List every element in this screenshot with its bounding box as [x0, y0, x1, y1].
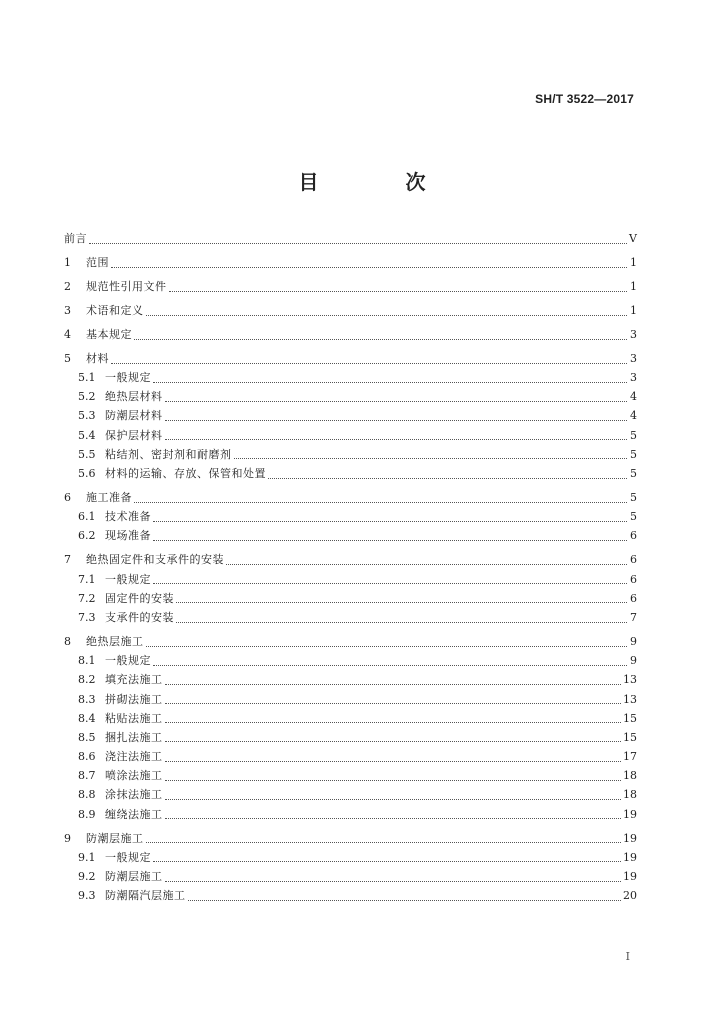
- toc-entry-page: 17: [623, 750, 637, 764]
- toc-entry-number: 8.8: [78, 788, 96, 802]
- toc-entry-page: 19: [623, 850, 637, 864]
- toc-leader-dots: [165, 438, 628, 440]
- toc-leader-dots: [165, 798, 622, 800]
- toc-entry[interactable]: [64, 387, 637, 406]
- toc-leader-dots: [134, 501, 627, 503]
- toc-entry[interactable]: [64, 728, 637, 747]
- toc-entry-label: 粘结剂、密封剂和耐磨剂: [105, 447, 232, 461]
- toc-entry-page: 6: [630, 553, 637, 567]
- toc-entry-number: 7: [64, 553, 71, 567]
- toc-entry[interactable]: [64, 805, 637, 824]
- toc-entry-number: 8.9: [78, 807, 96, 821]
- toc-entry-page: 5: [630, 447, 637, 461]
- toc-entry-page: 1: [630, 279, 637, 293]
- toc-leader-dots: [165, 817, 622, 819]
- toc-entry[interactable]: [64, 349, 637, 368]
- toc-entry-number: 7.3: [78, 610, 96, 624]
- toc-entry-page: V: [629, 232, 637, 245]
- toc-entry-label: 缠绕法施工: [105, 807, 163, 821]
- toc-leader-dots: [165, 721, 622, 723]
- toc-entry-label: 施工准备: [86, 491, 132, 505]
- toc-entry-number: 6: [64, 491, 71, 505]
- toc-entry-page: 6: [630, 572, 637, 586]
- toc-leader-dots: [153, 381, 627, 383]
- toc-entry-label: 规范性引用文件: [86, 279, 167, 293]
- toc-entry-page: 6: [630, 529, 637, 543]
- toc-entry[interactable]: [64, 277, 637, 296]
- toc-entry-number: 1: [64, 255, 71, 269]
- toc-entry-page: 5: [630, 467, 637, 481]
- toc-entry-label: 基本规定: [86, 327, 132, 341]
- toc-entry-label: 保护层材料: [105, 428, 163, 442]
- toc-leader-dots: [153, 582, 627, 584]
- toc-entry-number: 9.2: [78, 869, 96, 883]
- toc-entry-label: 固定件的安装: [105, 591, 174, 605]
- toc-entry-page: 9: [630, 634, 637, 648]
- toc-entry-number: 9.3: [78, 889, 96, 903]
- toc-entry[interactable]: [64, 507, 637, 526]
- toc-entry-page: 5: [630, 510, 637, 524]
- toc-entry[interactable]: [64, 325, 637, 344]
- toc-entry-number: 6.1: [78, 510, 96, 524]
- toc-entry-label: 技术准备: [105, 510, 151, 524]
- toc-entry-label: 防潮隔汽层施工: [105, 889, 186, 903]
- toc-entry-label: 喷涂法施工: [105, 769, 163, 783]
- toc-entry[interactable]: [64, 570, 637, 589]
- toc-entry-number: 9: [64, 831, 71, 845]
- toc-entry[interactable]: [64, 747, 637, 766]
- toc-entry-number: 8.5: [78, 730, 96, 744]
- toc-entry-page: 15: [623, 711, 637, 725]
- toc-entry-label: 粘贴法施工: [105, 711, 163, 725]
- toc-entry[interactable]: [64, 690, 637, 709]
- toc-entry[interactable]: [64, 670, 637, 689]
- toc-entry-page: 19: [623, 807, 637, 821]
- toc-leader-dots: [146, 314, 628, 316]
- toc-leader-dots: [165, 400, 628, 402]
- toc-entry-label: 一般规定: [105, 654, 151, 668]
- toc-entry[interactable]: [64, 368, 637, 387]
- toc-entry-label: 现场准备: [105, 529, 151, 543]
- standard-code: SH/T 3522—2017: [535, 92, 634, 106]
- page-title: 目 次: [298, 170, 466, 194]
- toc-entry-label: 拼砌法施工: [105, 692, 163, 706]
- toc-entry-page: 1: [630, 303, 637, 317]
- toc-entry-page: 5: [630, 491, 637, 505]
- toc-leader-dots: [176, 621, 627, 623]
- toc-entry-number: 8.7: [78, 769, 96, 783]
- toc-entry-page: 1: [630, 255, 637, 269]
- toc-entry-page: 18: [623, 769, 637, 783]
- toc-entry[interactable]: [64, 229, 637, 248]
- toc-entry-page: 3: [630, 327, 637, 341]
- toc-entry-number: 5.6: [78, 467, 96, 481]
- toc-entry-number: 3: [64, 303, 71, 317]
- toc-entry[interactable]: [64, 766, 637, 785]
- toc-entry[interactable]: [64, 445, 637, 464]
- toc-leader-dots: [165, 760, 622, 762]
- toc-leader-dots: [153, 664, 627, 666]
- toc-entry[interactable]: [64, 526, 637, 545]
- toc-entry-label: 绝热层材料: [105, 390, 163, 404]
- toc-entry-page: 5: [630, 428, 637, 442]
- toc-leader-dots: [111, 362, 627, 364]
- toc-entry[interactable]: [64, 848, 637, 867]
- toc-entry-label: 防潮层施工: [105, 869, 163, 883]
- toc-entry[interactable]: [64, 886, 637, 905]
- toc-entry-number: 7.2: [78, 591, 96, 605]
- toc-leader-dots: [165, 740, 622, 742]
- toc-entry-label: 术语和定义: [86, 303, 144, 317]
- toc-entry[interactable]: [64, 301, 637, 320]
- toc-entry-label: 一般规定: [105, 850, 151, 864]
- toc-entry-number: 5.2: [78, 390, 96, 404]
- toc-entry-label: 填充法施工: [105, 673, 163, 687]
- toc-leader-dots: [268, 477, 627, 479]
- toc-entry-label: 前言: [64, 232, 87, 245]
- toc-entry-label: 绝热固定件和支承件的安装: [86, 553, 224, 567]
- toc-entry-number: 9.1: [78, 850, 96, 864]
- toc-entry-number: 6.2: [78, 529, 96, 543]
- toc-leader-dots: [153, 539, 627, 541]
- toc-entry[interactable]: [64, 785, 637, 804]
- toc-entry-number: 4: [64, 327, 71, 341]
- toc-leader-dots: [188, 899, 622, 901]
- toc-entry-label: 一般规定: [105, 371, 151, 385]
- toc-leader-dots: [165, 702, 622, 704]
- toc-entry-label: 涂抹法施工: [105, 788, 163, 802]
- toc-entry[interactable]: [64, 589, 637, 608]
- toc-leader-dots: [234, 457, 628, 459]
- toc-leader-dots: [165, 419, 628, 421]
- toc-entry-label: 防潮层材料: [105, 409, 163, 423]
- toc-entry-page: 3: [630, 351, 637, 365]
- toc-entry[interactable]: [64, 406, 637, 425]
- toc-leader-dots: [146, 645, 628, 647]
- toc-entry[interactable]: [64, 253, 637, 272]
- toc-leader-dots: [165, 880, 622, 882]
- toc-entry-label: 浇注法施工: [105, 750, 163, 764]
- toc-entry-page: 19: [623, 869, 637, 883]
- toc-leader-dots: [165, 779, 622, 781]
- toc-leader-dots: [134, 338, 627, 340]
- toc-entry-label: 范围: [86, 255, 109, 269]
- toc-entry-number: 8.6: [78, 750, 96, 764]
- toc-entry-page: 9: [630, 654, 637, 668]
- toc-entry-page: 20: [623, 889, 637, 903]
- toc-entry-page: 7: [630, 610, 637, 624]
- toc-entry-number: 5: [64, 351, 71, 365]
- page-number: I: [625, 950, 630, 963]
- toc-entry-page: 4: [630, 390, 637, 404]
- toc-leader-dots: [111, 266, 627, 268]
- toc-entry-page: 6: [630, 591, 637, 605]
- toc-leader-dots: [153, 860, 621, 862]
- toc-entry-number: 8: [64, 634, 71, 648]
- toc-entry-number: 8.4: [78, 711, 96, 725]
- toc-entry[interactable]: [64, 608, 637, 627]
- toc-entry-label: 捆扎法施工: [105, 730, 163, 744]
- toc-entry-number: 5.3: [78, 409, 96, 423]
- toc-entry-page: 4: [630, 409, 637, 423]
- toc-leader-dots: [146, 841, 622, 843]
- toc-entry-page: 15: [623, 730, 637, 744]
- toc-entry[interactable]: [64, 829, 637, 848]
- toc-entry-number: 8.2: [78, 673, 96, 687]
- toc-entry[interactable]: [64, 426, 637, 445]
- toc-entry-label: 材料的运输、存放、保管和处置: [105, 467, 266, 481]
- toc-entry-label: 防潮层施工: [86, 831, 144, 845]
- toc-entry-page: 3: [630, 371, 637, 385]
- toc-entry-label: 一般规定: [105, 572, 151, 586]
- toc-leader-dots: [169, 290, 628, 292]
- toc-entry-number: 2: [64, 279, 71, 293]
- toc-entry-number: 7.1: [78, 572, 96, 586]
- toc-entry-page: 13: [623, 692, 637, 706]
- toc-entry[interactable]: [64, 651, 637, 670]
- toc-leader-dots: [226, 563, 627, 565]
- toc-entry-number: 5.4: [78, 428, 96, 442]
- toc-leader-dots: [176, 601, 627, 603]
- toc-entry-label: 支承件的安装: [105, 610, 174, 624]
- toc-entry[interactable]: [64, 709, 637, 728]
- toc-entry-number: 8.1: [78, 654, 96, 668]
- table-of-contents: [64, 229, 637, 905]
- toc-entry-label: 绝热层施工: [86, 634, 144, 648]
- toc-leader-dots: [89, 242, 627, 244]
- toc-entry-number: 8.3: [78, 692, 96, 706]
- toc-entry[interactable]: [64, 488, 637, 507]
- toc-entry-label: 材料: [86, 351, 109, 365]
- toc-leader-dots: [165, 683, 622, 685]
- toc-leader-dots: [153, 520, 627, 522]
- toc-entry-page: 19: [623, 831, 637, 845]
- toc-entry-number: 5.1: [78, 371, 96, 385]
- toc-entry[interactable]: [64, 464, 637, 483]
- toc-entry[interactable]: [64, 550, 637, 569]
- toc-entry-page: 18: [623, 788, 637, 802]
- toc-entry-page: 13: [623, 673, 637, 687]
- toc-entry[interactable]: [64, 632, 637, 651]
- toc-entry[interactable]: [64, 867, 637, 886]
- toc-entry-number: 5.5: [78, 447, 96, 461]
